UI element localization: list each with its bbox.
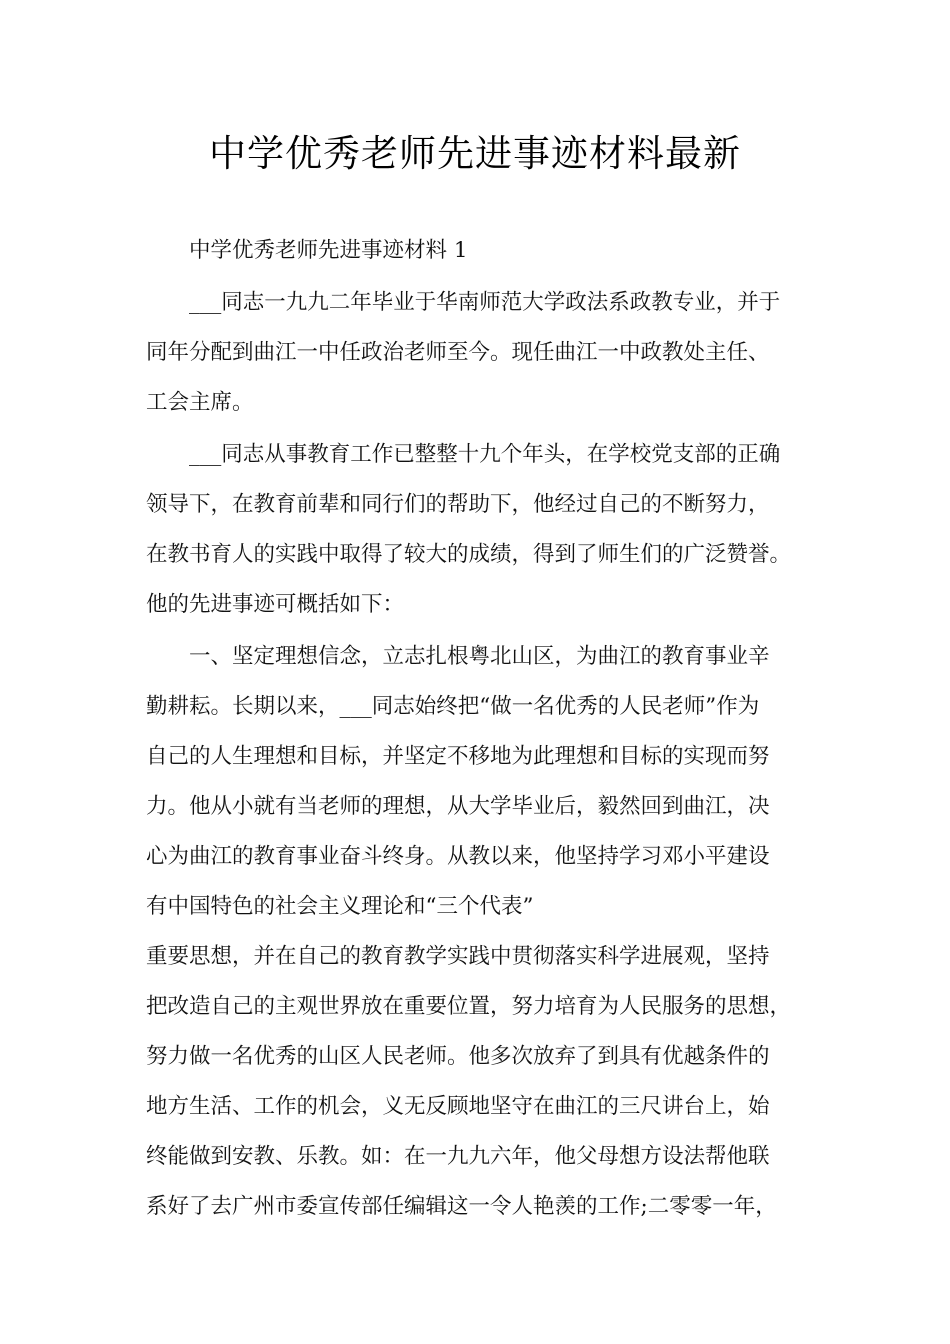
paragraph-line: 努力做一名优秀的山区人民老师。他多次放弃了到具有优越条件的 xyxy=(146,1044,770,1069)
paragraph-line: 地方生活、工作的机会，义无反顾地坚守在曲江的三尺讲台上，始 xyxy=(146,1094,770,1119)
paragraph-line: 自己的人生理想和目标，并坚定不移地为此理想和目标的实现而努 xyxy=(146,744,770,769)
paragraph-line: ___同志从事教育工作已整整十九个年头，在学校党支部的正确 xyxy=(189,442,781,467)
paragraph-line: 系好了去广州市委宣传部任编辑这一令人艳羡的工作;二零零一年， xyxy=(146,1194,777,1219)
paragraph-line: 把改造自己的主观世界放在重要位置，努力培育为人民服务的思想， xyxy=(146,994,792,1019)
paragraph-line: 重要思想，并在自己的教育教学实践中贯彻落实科学进展观，坚持 xyxy=(146,944,770,969)
document-body xyxy=(146,226,816,1232)
paragraph-line: 终能做到安教、乐教。如：在一九九六年，他父母想方设法帮他联 xyxy=(146,1144,770,1169)
document-title: 中学优秀老师先进事迹材料最新 xyxy=(209,132,741,175)
paragraph-line: 有中国特色的社会主义理论和“三个代表” xyxy=(146,894,534,919)
paragraph-line: 在教书育人的实践中取得了较大的成绩，得到了师生们的广泛赞誉。 xyxy=(146,542,792,567)
paragraph-line: 力。他从小就有当老师的理想，从大学毕业后，毅然回到曲江，决 xyxy=(146,794,770,819)
paragraph-line: 勤耕耘。长期以来，___同志始终把“做一名优秀的人民老师”作为 xyxy=(146,694,760,719)
paragraph-line: ___同志一九九二年毕业于华南师范大学政法系政教专业，并于 xyxy=(189,290,781,315)
section-heading: 中学优秀老师先进事迹材料 1 xyxy=(189,238,468,263)
paragraph-line: 一、坚定理想信念，立志扎根粤北山区，为曲江的教育事业辛 xyxy=(189,644,770,669)
paragraph-line: 工会主席。 xyxy=(146,390,254,415)
paragraph-line: 领导下，在教育前辈和同行们的帮助下，他经过自己的不断努力， xyxy=(146,492,770,517)
paragraph-line: 心为曲江的教育事业奋斗终身。从教以来，他坚持学习邓小平建设 xyxy=(146,844,770,869)
paragraph-line: 他的先进事迹可概括如下： xyxy=(146,592,405,617)
paragraph-line: 同年分配到曲江一中任政治老师至今。现任曲江一中政教处主任、 xyxy=(146,340,770,365)
